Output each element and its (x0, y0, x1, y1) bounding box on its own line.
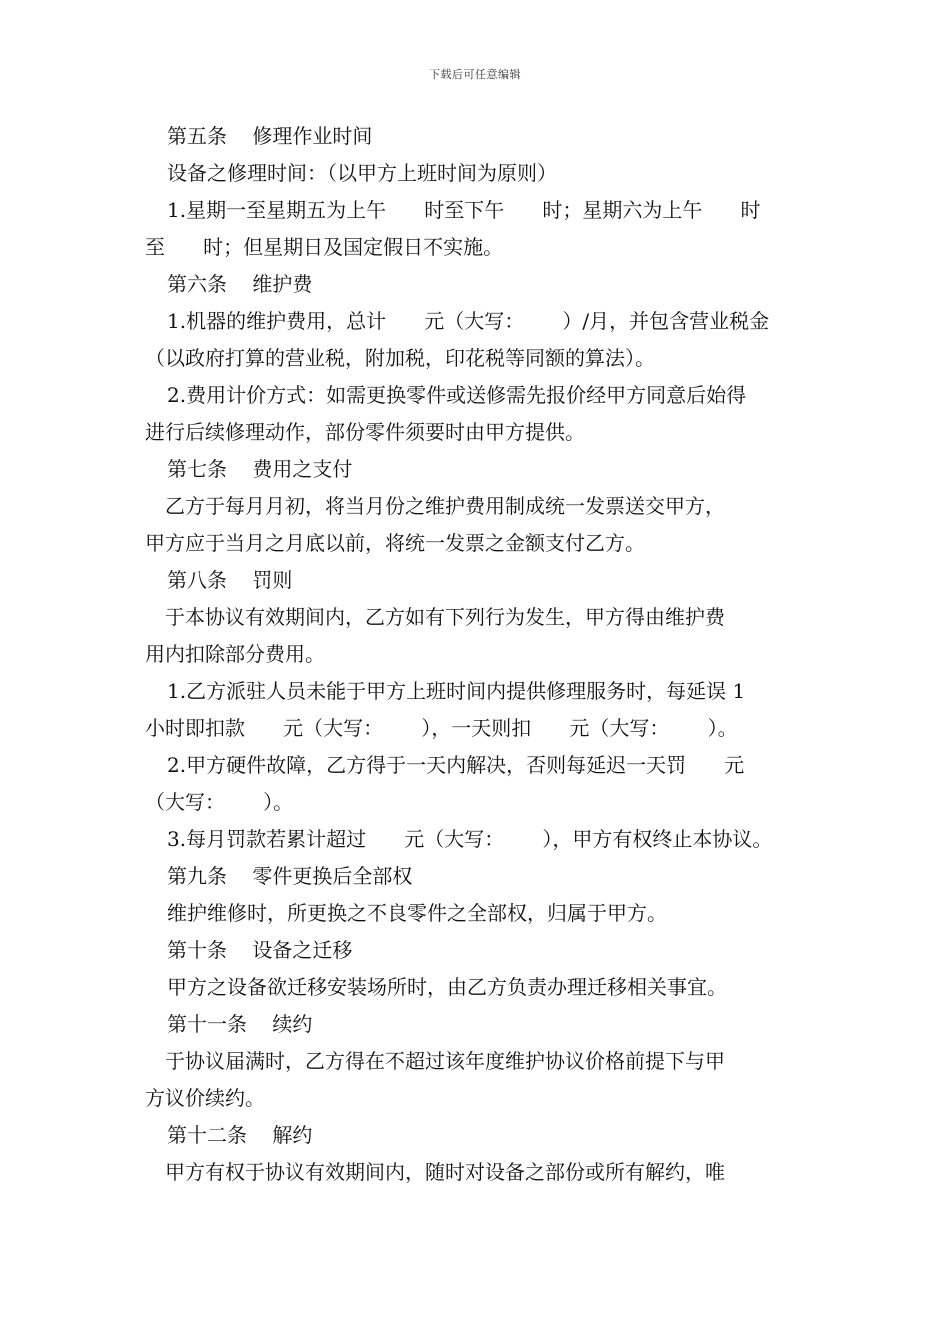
article-6-item-2-continued: 进行后续修理动作，部份零件须要时由甲方提供。 (145, 420, 585, 444)
article-8-item-2: 2.甲方硬件故障，乙方得于一天内解决，否则每延迟一天罚 元 (167, 753, 745, 777)
article-8-body: 于本协议有效期间内，乙方如有下列行为发生，甲方得由维护费 (165, 605, 725, 629)
article-7-body: 乙方于每月月初，将当月份之维护费用制成统一发票送交甲方， (165, 494, 725, 518)
article-9-heading: 第九条 零件更换后全部权 (167, 864, 413, 888)
article-8-heading: 第八条 罚则 (167, 568, 293, 592)
article-12-body: 甲方有权于协议有效期间内，随时对设备之部份或所有解约，唯 (165, 1160, 725, 1184)
article-11-body: 于协议届满时，乙方得在不超过该年度维护协议价格前提下与甲 (165, 1049, 725, 1073)
article-8-item-1-continued: 小时即扣款 元（大写： ），一天则扣 元（大写： ）。 (145, 716, 738, 740)
page-header: 下载后可任意编辑 (429, 68, 521, 81)
article-11-heading: 第十一条 续约 (167, 1012, 313, 1036)
article-12-heading: 第十二条 解约 (167, 1123, 313, 1147)
article-8-body-continued: 用内扣除部分费用。 (145, 642, 325, 666)
article-6-heading: 第六条 维护费 (167, 272, 313, 296)
article-9-body: 维护维修时，所更换之不良零件之全部权，归属于甲方。 (167, 901, 667, 925)
document-body (145, 118, 807, 1191)
article-8-item-2-continued: （大写： ）。 (145, 790, 294, 814)
article-5-intro: 设备之修理时间：（以甲方上班时间为原则） (167, 161, 557, 185)
article-7-heading: 第七条 费用之支付 (167, 457, 353, 481)
article-8-item-3: 3.每月罚款若累计超过 元（大写： ），甲方有权终止本协议。 (167, 827, 773, 851)
article-6-item-1: 1.机器的维护费用，总计 元（大写： ）/月，并包含营业税金 (167, 309, 770, 333)
article-7-body-continued: 甲方应于当月之月底以前，将统一发票之金额支付乙方。 (145, 531, 645, 555)
article-6-item-1-continued: （以政府打算的营业税，附加税，印花税等同额的算法）。 (145, 346, 655, 370)
article-10-body: 甲方之设备欲迁移安装场所时，由乙方负责办理迁移相关事宜。 (167, 975, 727, 999)
article-5-heading: 第五条 修理作业时间 (167, 124, 373, 148)
article-10-heading: 第十条 设备之迁移 (167, 938, 353, 962)
article-5-item-1: 1.星期一至星期五为上午 时至下午 时；星期六为上午 时 (167, 198, 761, 222)
article-6-item-2: 2.费用计价方式：如需更换零件或送修需先报价经甲方同意后始得 (167, 383, 747, 407)
article-11-body-continued: 方议价续约。 (145, 1086, 265, 1110)
article-5-item-1-continued: 至 时；但星期日及国定假日不实施。 (145, 235, 504, 259)
article-8-item-1: 1.乙方派驻人员未能于甲方上班时间内提供修理服务时，每延误 1 (167, 679, 746, 703)
